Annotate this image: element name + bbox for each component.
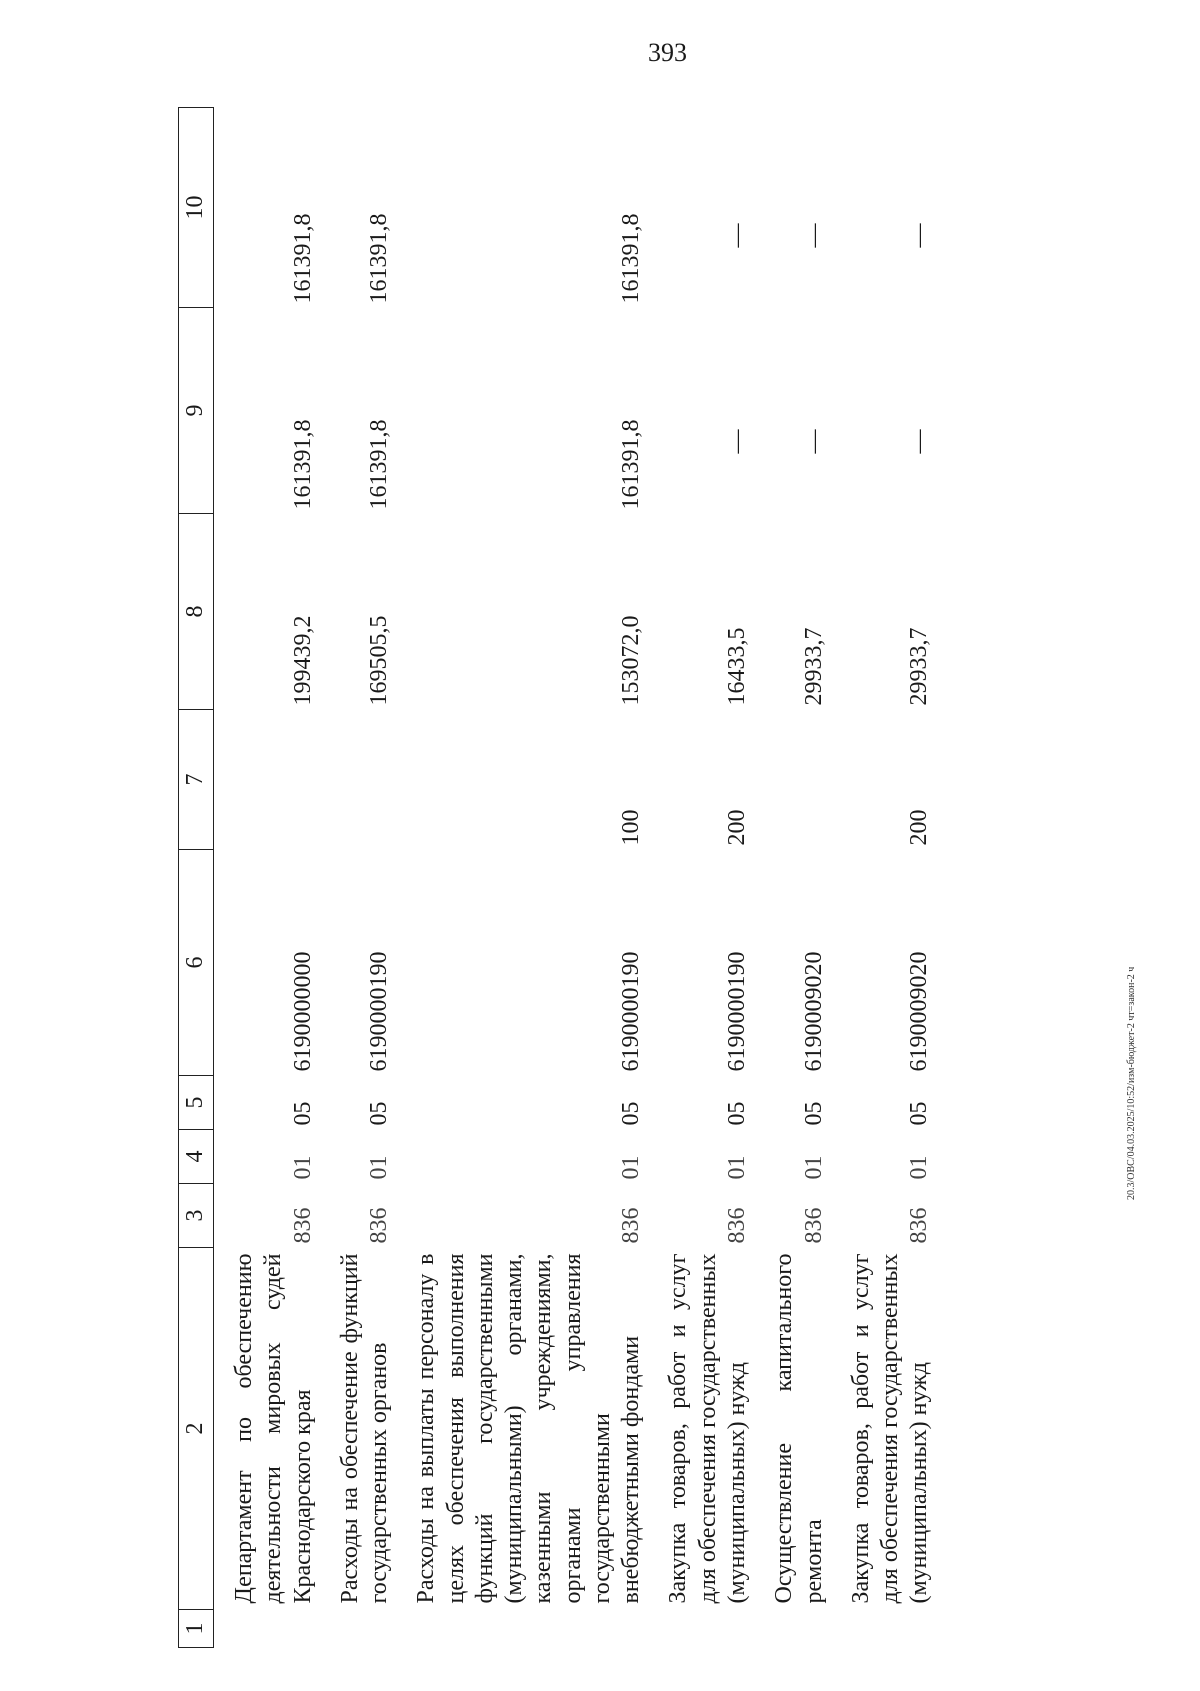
header-row (179, 108, 214, 1648)
table-row (648, 108, 754, 1648)
cell-subsection-code: 05 (800, 1101, 827, 1126)
col-header-3: 3 (179, 1184, 214, 1248)
cell-ministry-code: 836 (800, 1207, 827, 1244)
cell-expense-type: 200 (906, 809, 933, 846)
cell-target-article: 6190000190 (723, 951, 750, 1072)
cell-section-code: 01 (289, 1155, 316, 1180)
cell-amount-col9: 161391,8 (289, 419, 316, 510)
document-code-text: 20.3/ОВС/04.03.2025/10:52/изм-бюджет-2 чт=закон-2 ч (1126, 966, 1137, 1200)
cell-amount-col8: 16433,5 (723, 627, 750, 706)
table-row (396, 108, 648, 1648)
cell-amount-col10: — (906, 223, 933, 248)
cell-amount-col9: — (800, 429, 827, 454)
cell-target-article: 6190009020 (800, 951, 827, 1072)
col-header-7: 7 (179, 710, 214, 850)
col-header-8: 8 (179, 514, 214, 710)
cell-amount-col9: — (906, 429, 933, 454)
table-row (320, 108, 397, 1648)
cell-expense-type (214, 710, 320, 850)
budget-table (178, 107, 937, 1648)
cell-section-code: 01 (800, 1155, 827, 1180)
row-name: Расходы на обеспечение функций государственных органов (336, 1253, 393, 1604)
cell-expense-type (320, 710, 397, 850)
cell-amount-col10: — (723, 223, 750, 248)
cell-subsection-code: 05 (906, 1101, 933, 1126)
cell-section-code: 01 (366, 1155, 393, 1180)
cell-expense-type: 100 (618, 809, 645, 846)
cell-section-code: 01 (723, 1155, 750, 1180)
cell-ministry-code: 836 (906, 1207, 933, 1244)
row-name: Закупка товаров, работ и услуг для обеспечения государственных (муниципальных) нужд (847, 1253, 933, 1604)
col-header-1: 1 (179, 1610, 214, 1648)
cell-ministry-code: 836 (618, 1207, 645, 1244)
cell-amount-col10: 161391,8 (366, 213, 393, 304)
row-name: Осуществление капитального ремонта (771, 1253, 827, 1604)
cell-col1 (648, 1610, 754, 1648)
row-name: Расходы на выплаты персоналу в целях обеспечения выполнения функций государственными (муниципальными) органами, казенными учреждениями, органами управления государственными внебюджетными фондами (413, 1253, 645, 1604)
row-name: Закупка товаров, работ и услуг для обеспечения государственных (муниципальных) нужд (665, 1253, 750, 1604)
cell-col1 (320, 1610, 397, 1648)
table-row (831, 108, 937, 1648)
col-header-9: 9 (179, 308, 214, 514)
rotated-table-container (178, 108, 968, 1648)
cell-amount-col9: — (723, 429, 750, 454)
col-header-4: 4 (179, 1130, 214, 1184)
row-name: Департамент по обеспечению деятельности мировых судей Краснодарского края (231, 1253, 316, 1604)
table-row (214, 108, 320, 1648)
cell-target-article: 6190009020 (906, 951, 933, 1072)
cell-target-article: 6190000190 (618, 951, 645, 1072)
cell-expense-type (754, 710, 831, 850)
cell-target-article: 6190000000 (289, 951, 316, 1072)
cell-ministry-code: 836 (366, 1207, 393, 1244)
cell-col1 (754, 1610, 831, 1648)
col-header-2: 2 (179, 1248, 214, 1610)
cell-expense-type: 200 (723, 809, 750, 846)
col-header-10: 10 (179, 108, 214, 308)
table-row (754, 108, 831, 1648)
page-number: 393 (648, 38, 687, 67)
cell-ministry-code: 836 (289, 1207, 316, 1244)
cell-amount-col8: 29933,7 (800, 627, 827, 706)
cell-subsection-code: 05 (723, 1101, 750, 1126)
cell-amount-col8: 199439,2 (289, 615, 316, 706)
col-header-5: 5 (179, 1076, 214, 1130)
cell-amount-col9: 161391,8 (366, 419, 393, 510)
cell-subsection-code: 05 (289, 1101, 316, 1126)
cell-amount-col10: 161391,8 (618, 213, 645, 304)
cell-subsection-code: 05 (366, 1101, 393, 1126)
cell-amount-col9: 161391,8 (618, 419, 645, 510)
cell-ministry-code: 836 (723, 1207, 750, 1244)
cell-target-article: 6190000190 (366, 951, 393, 1072)
cell-amount-col10: — (800, 223, 827, 248)
cell-col1 (396, 1610, 648, 1648)
cell-subsection-code: 05 (618, 1101, 645, 1126)
cell-amount-col10: 161391,8 (289, 213, 316, 304)
cell-section-code: 01 (906, 1155, 933, 1180)
cell-section-code: 01 (618, 1155, 645, 1180)
col-header-6: 6 (179, 850, 214, 1076)
cell-col1 (214, 1610, 320, 1648)
cell-amount-col8: 29933,7 (906, 627, 933, 706)
cell-amount-col8: 153072,0 (618, 615, 645, 706)
cell-amount-col8: 169505,5 (366, 615, 393, 706)
cell-col1 (831, 1610, 937, 1648)
